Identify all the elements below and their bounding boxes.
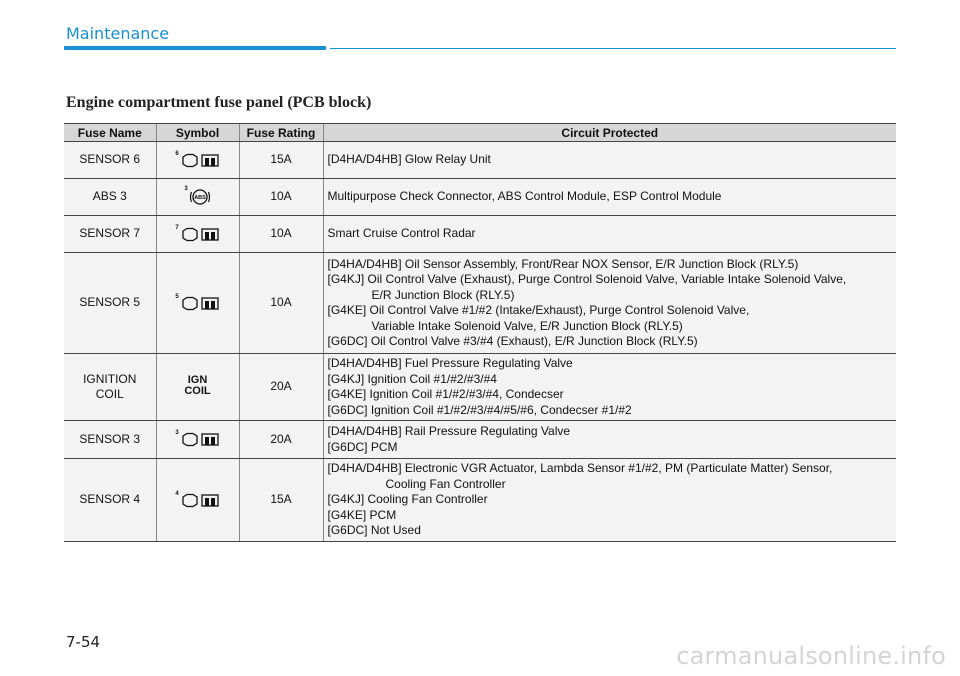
circuit-line: [D4HA/D4HB] Glow Relay Unit (327, 152, 491, 167)
sensor-icon (180, 432, 220, 447)
circuit-line: [G4KE] PCM (327, 507, 397, 522)
fuse-symbol (175, 150, 219, 168)
fuse-name: ABS 3 (92, 189, 127, 204)
fuse-name: SENSOR 6 (79, 152, 141, 167)
circuit-protected-cell (323, 142, 896, 179)
ign-coil-label (184, 375, 210, 397)
circuit-protected-cell (323, 253, 896, 354)
circuit-line: Multipurpose Check Connector, ABS Control Module, ESP Control Module (327, 189, 722, 204)
fuse-name-line: COIL (95, 387, 124, 401)
circuit-line: [D4HA/D4HB] Electronic VGR Actuator, Lambda Sensor #1/#2, PM (Particulate Matter) Sensor, (327, 461, 833, 476)
circuit-line: [D4HA/D4HB] Rail Pressure Regulating Valve (327, 424, 571, 438)
circuit-line: [G4KJ] Cooling Fan Controller (327, 492, 488, 507)
symbol-cell (156, 179, 239, 216)
circuit-line: [G4KE] Oil Control Valve #1/#2 (Intake/Exhaust), Purge Control Solenoid Valve, (327, 303, 750, 317)
symbol-number: 3 (184, 186, 188, 192)
fuse-rating: 20A (270, 379, 292, 394)
fuse-symbol (175, 490, 219, 508)
fuse-symbol (175, 432, 219, 447)
abs-icon (189, 188, 211, 206)
section-title: Maintenance (66, 24, 170, 43)
circuit-line: [G4KJ] Ignition Coil #1/#2/#3/#4 (327, 371, 497, 386)
fuse-name: SENSOR 7 (79, 226, 141, 241)
fuse-name-cell (64, 354, 156, 421)
fuse-rating: 15A (270, 152, 292, 167)
fuse-rating-cell (239, 459, 323, 542)
symbol-number: 4 (175, 490, 179, 497)
fuse-name-cell (64, 216, 156, 253)
col-header-fuse-name: Fuse Name (64, 124, 156, 142)
fuse-rating-cell (239, 421, 323, 459)
symbol-cell (156, 142, 239, 179)
col-header-symbol: Symbol (156, 124, 239, 142)
circuit-line: [D4HA/D4HB] Fuel Pressure Regulating Valve (327, 356, 573, 370)
table-header-row (64, 124, 896, 142)
fuse-name: SENSOR 3 (79, 431, 141, 446)
header-rule-thick (64, 46, 326, 50)
page-number: 7-54 (66, 633, 101, 651)
sensor-icon (180, 227, 220, 242)
fuse-symbol (184, 188, 210, 206)
fuse-name-cell (64, 253, 156, 354)
circuit-protected-cell (323, 459, 896, 542)
symbol-number: 6 (175, 150, 179, 157)
symbol-cell (156, 354, 239, 421)
fuse-rating: 10A (270, 189, 292, 204)
circuit-line: [G6DC] Not Used (327, 523, 421, 538)
table-row (64, 142, 896, 179)
symbol-number: 5 (175, 293, 179, 300)
circuit-line: [G4KJ] Oil Control Valve (Exhaust), Purge Control Solenoid Valve, Variable Intake Solenoid Valve, (327, 272, 847, 286)
col-header-fuse-rating: Fuse Rating (239, 124, 323, 142)
symbol-cell (156, 421, 239, 459)
ign-coil-label-line: IGN (187, 374, 208, 387)
fuse-rating: 15A (270, 492, 292, 507)
col-header-circuit-protected: Circuit Protected (323, 124, 896, 142)
fuse-name-cell (64, 459, 156, 542)
fuse-rating-cell (239, 253, 323, 354)
table-row (64, 459, 896, 542)
fuse-symbol (175, 224, 219, 242)
circuit-line: [G6DC] Oil Control Valve #3/#4 (Exhaust), E/R Junction Block (RLY.5) (327, 334, 698, 348)
symbol-cell (156, 459, 239, 542)
ign-coil-label-line: COIL (184, 385, 211, 398)
circuit-line: Smart Cruise Control Radar (327, 226, 476, 241)
circuit-line: Variable Intake Solenoid Valve, E/R Junction Block (RLY.5) (371, 318, 683, 333)
circuit-line: Cooling Fan Controller (385, 476, 506, 491)
fuse-rating: 20A (270, 431, 292, 446)
header-rule-thin (330, 48, 896, 49)
fuse-name-cell (64, 142, 156, 179)
circuit-line: E/R Junction Block (RLY.5) (371, 287, 515, 302)
fuse-rating-cell (239, 179, 323, 216)
watermark: carmanualsonline.info (676, 642, 946, 670)
fuse-name-cell (64, 421, 156, 459)
sensor-icon (180, 153, 220, 168)
panel-title: Engine compartment fuse panel (PCB block) (66, 94, 372, 111)
symbol-cell (156, 253, 239, 354)
fuse-rating: 10A (270, 226, 292, 241)
circuit-line: [D4HA/D4HB] Oil Sensor Assembly, Front/Rear NOX Sensor, E/R Junction Block (RLY.5) (327, 256, 799, 271)
fuse-table (64, 123, 896, 542)
table-row (64, 253, 896, 354)
table-row (64, 216, 896, 253)
circuit-line: [G6DC] Ignition Coil #1/#2/#3/#4/#5/#6, Condecser #1/#2 (327, 402, 632, 417)
circuit-protected-cell (323, 354, 896, 421)
fuse-rating: 10A (270, 295, 292, 310)
fuse-rating-cell (239, 216, 323, 253)
sensor-icon (180, 493, 220, 508)
fuse-name: SENSOR 4 (79, 492, 141, 507)
table-row (64, 421, 896, 459)
sensor-icon (180, 296, 220, 311)
fuse-symbol (175, 293, 219, 311)
symbol-number: 7 (175, 224, 179, 231)
fuse-name-cell (64, 179, 156, 216)
circuit-protected-cell (323, 421, 896, 459)
circuit-protected-cell (323, 216, 896, 253)
fuse-rating-cell (239, 354, 323, 421)
circuit-protected-cell (323, 179, 896, 216)
fuse-name: SENSOR 5 (79, 295, 141, 310)
fuse-table-body (64, 142, 896, 542)
fuse-rating-cell (239, 142, 323, 179)
circuit-line: [G4KE] Ignition Coil #1/#2/#3/#4, Condecser (327, 387, 564, 401)
svg-text:ABS: ABS (193, 195, 206, 201)
circuit-line: [G6DC] PCM (327, 439, 398, 454)
fuse-name-line: IGNITION (83, 371, 137, 386)
table-row (64, 354, 896, 421)
symbol-cell (156, 216, 239, 253)
table-row (64, 179, 896, 216)
symbol-number: 3 (175, 430, 179, 437)
